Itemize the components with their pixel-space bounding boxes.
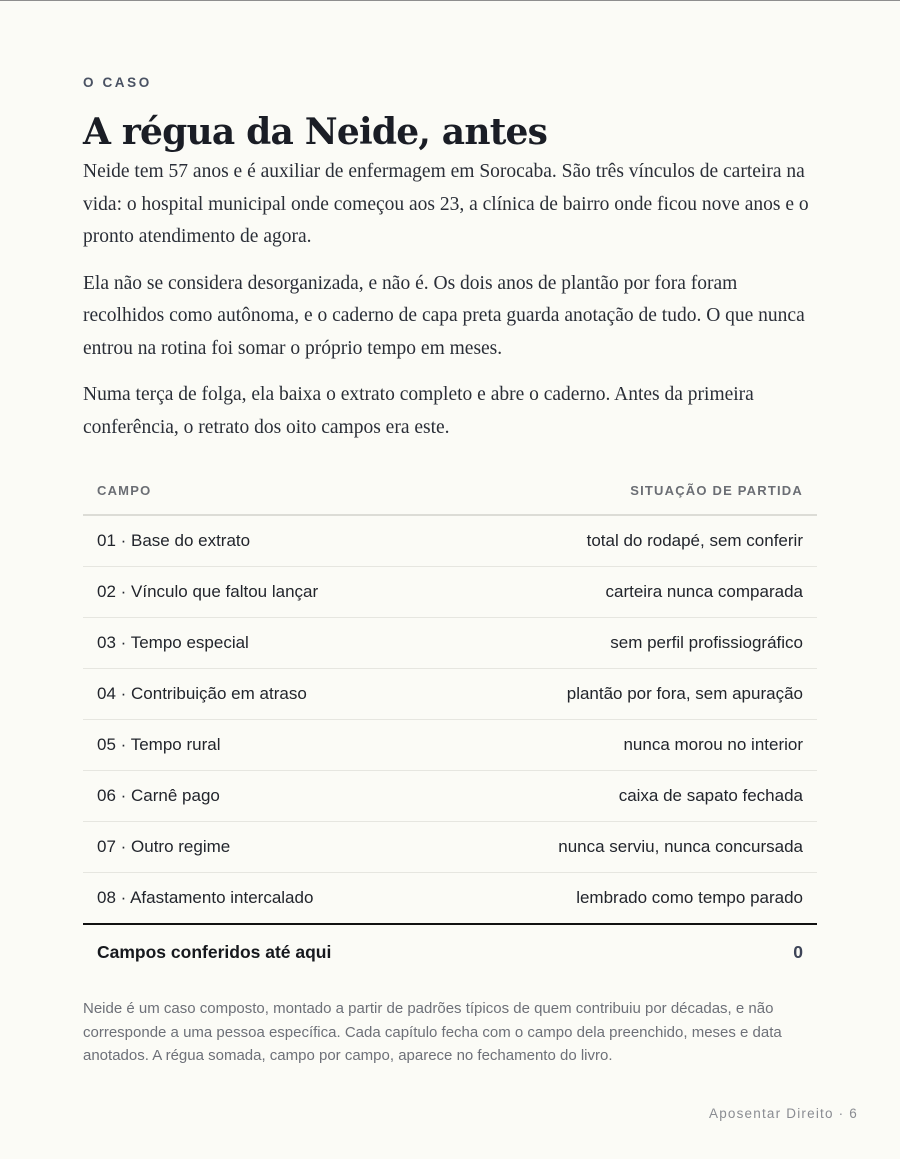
row-status: sem perfil profissiográfico xyxy=(610,633,803,652)
row-field: 01 · Base do extrato xyxy=(97,531,251,550)
page-content xyxy=(83,74,817,1083)
table-row xyxy=(83,618,817,669)
paragraph-intro: Neide tem 57 anos e é auxiliar de enfermagem em Sorocaba. São três vínculos de carteira na vida: o hospital municipal onde começou aos 23, a clínica de bairro onde ficou nove anos e o pronto atendimento de agora. xyxy=(83,161,809,247)
row-field: 08 · Afastamento intercalado xyxy=(97,888,314,907)
row-status: nunca morou no interior xyxy=(623,735,803,754)
top-rule xyxy=(0,0,900,1)
row-status: caixa de sapato fechada xyxy=(618,786,803,805)
page-title: A régua da Neide, antes xyxy=(83,111,548,153)
table-row xyxy=(83,771,817,822)
column-header-field: CAMPO xyxy=(97,482,152,498)
paragraph-context: Ela não se considera desorganizada, e não é. Os dois anos de plantão por fora foram recolhidos como autônoma, e o caderno de capa preta guarda anotação de tudo. O que nunca entrou na rotina foi somar o próprio tempo em meses. xyxy=(83,272,805,359)
total-value: 0 xyxy=(793,941,803,962)
row-status: lembrado como tempo parado xyxy=(576,888,803,907)
total-label: Campos conferidos até aqui xyxy=(97,941,332,962)
row-status: carteira nunca comparada xyxy=(605,582,803,601)
row-status: plantão por fora, sem apuração xyxy=(566,684,803,703)
table-header xyxy=(83,466,817,516)
table-row xyxy=(83,516,817,567)
row-field: 07 · Outro regime xyxy=(97,837,231,856)
row-field: 02 · Vínculo que faltou lançar xyxy=(97,582,319,601)
row-field: 05 · Tempo rural xyxy=(97,735,221,754)
row-field: 03 · Tempo especial xyxy=(97,633,249,652)
table-row xyxy=(83,822,817,873)
table-row xyxy=(83,669,817,720)
row-field: 04 · Contribuição em atraso xyxy=(97,684,307,703)
page-footer: Aposentar Direito · 6 xyxy=(708,1106,858,1121)
disclaimer-note: Neide é um caso composto, montado a partir de padrões típicos de quem contribuiu por décadas, e não corresponde a uma pessoa específica. Cada capítulo fecha com o campo dela preenchido, meses e data anotados. A régua somada, campo por campo, aparece no fechamento do livro. xyxy=(83,1000,782,1064)
section-eyebrow: O CASO xyxy=(83,75,152,90)
row-status: total do rodapé, sem conferir xyxy=(586,531,803,550)
column-header-status: SITUAÇÃO DE PARTIDA xyxy=(630,482,803,498)
fields-table xyxy=(83,466,817,979)
row-field: 06 · Carnê pago xyxy=(97,786,220,805)
table-row xyxy=(83,567,817,618)
table-row xyxy=(83,720,817,771)
paragraph-setup: Numa terça de folga, ela baixa o extrato completo e abre o caderno. Antes da primeira conferência, o retrato dos oito campos era este. xyxy=(83,384,754,438)
row-status: nunca serviu, nunca concursada xyxy=(558,837,803,856)
table-row xyxy=(83,873,817,925)
table-total-row xyxy=(83,925,817,979)
